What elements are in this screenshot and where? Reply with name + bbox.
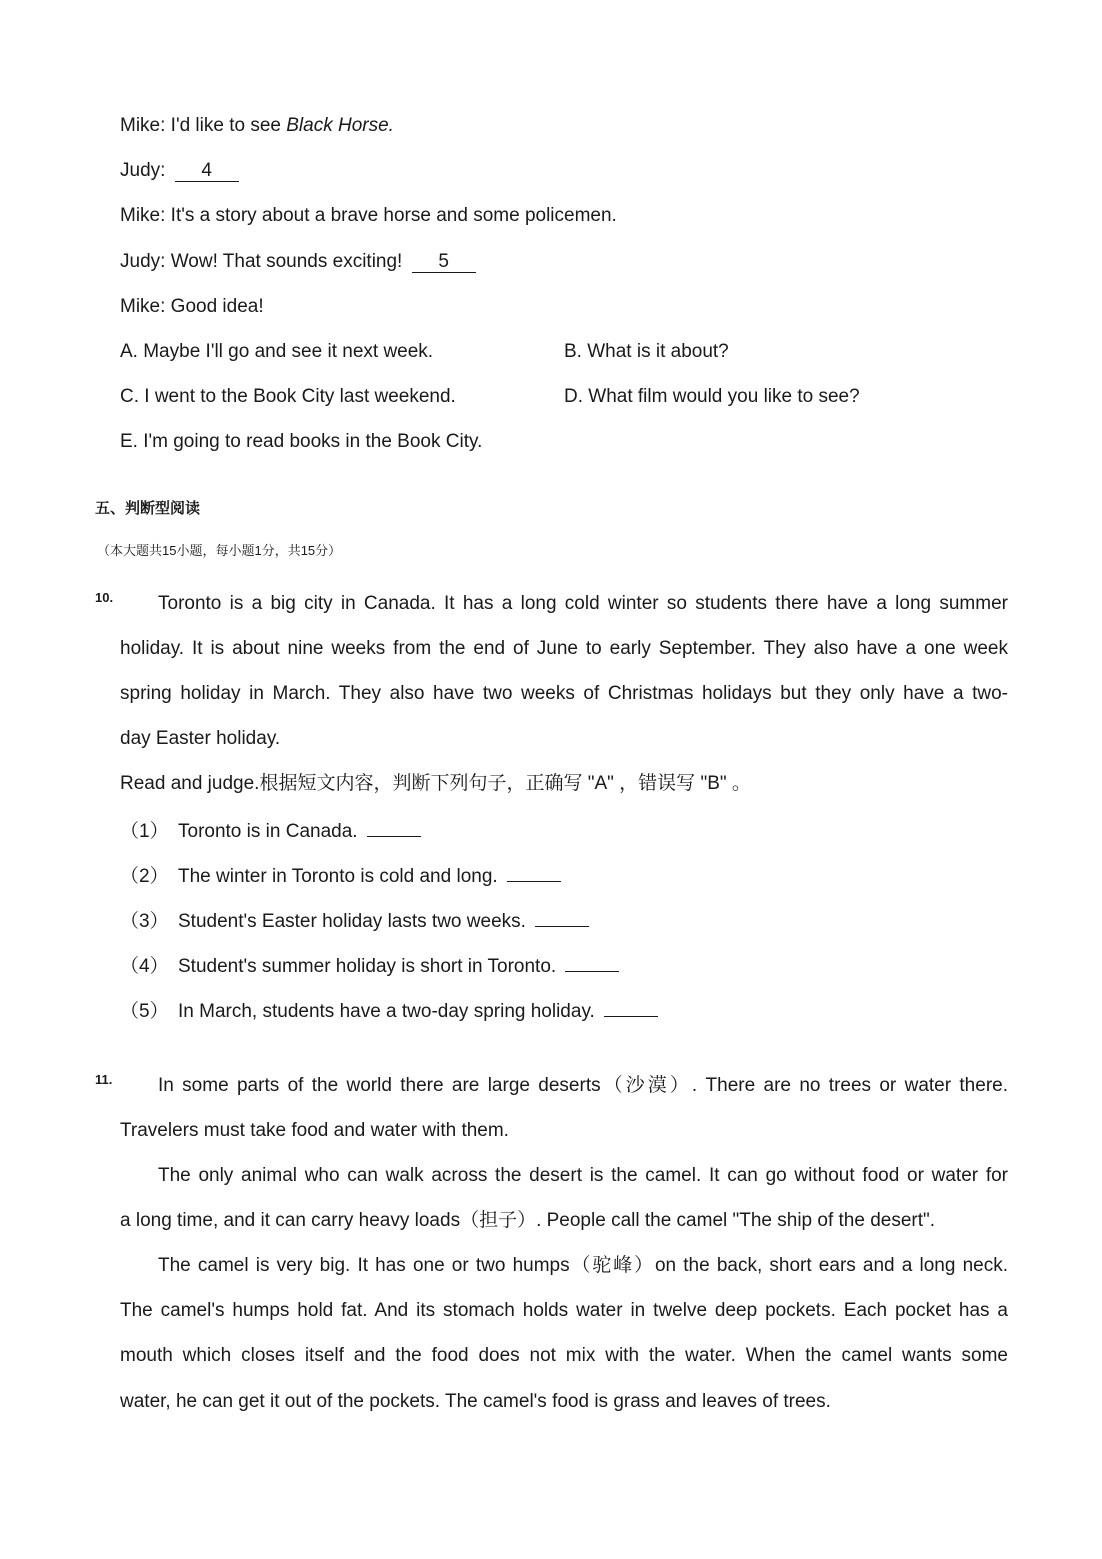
passage-line: holiday. It is about nine weeks from the end of June to early September. They also have a one week (120, 638, 1008, 659)
passage-line: The camel is very big. It has one or two humps（驼峰）on the back, short ears and a long neck. (158, 1255, 1008, 1276)
answer-blank[interactable] (604, 998, 658, 1017)
passage-line: In some parts of the world there are large deserts（沙漠）. There are no trees or water there. (158, 1075, 1008, 1096)
option-b: B. What is it about? (564, 341, 729, 362)
item-number: （2） (120, 866, 169, 887)
answer-blank[interactable] (565, 953, 619, 972)
judge-item-4 (120, 953, 619, 979)
option-e: E. I'm going to read books in the Book City. (120, 431, 483, 452)
item-text: Toronto is in Canada. (178, 821, 358, 842)
judge-item-3 (120, 908, 589, 934)
passage-line: spring holiday in March. They also have two weeks of Christmas holidays but they only have a two- (120, 683, 1008, 704)
item-text: In March, students have a two-day spring holiday. (178, 1001, 595, 1022)
dialogue-line-4 (120, 250, 476, 274)
item-text: The winter in Toronto is cold and long. (178, 866, 498, 887)
option-c: C. I went to the Book City last weekend. (120, 386, 456, 407)
passage-line: The only animal who can walk across the desert is the camel. It can go without food or water for (158, 1165, 1008, 1186)
passage-line: water, he can get it out of the pockets. The camel's food is grass and leaves of trees. (120, 1391, 831, 1412)
dialogue-line-3: Mike: It's a story about a brave horse and some policemen. (120, 205, 617, 226)
item-number: （4） (120, 956, 169, 977)
dialogue-line-5: Mike: Good idea! (120, 296, 264, 317)
answer-blank[interactable] (535, 908, 589, 927)
judge-item-1 (120, 818, 421, 844)
passage-line: The camel's humps hold fat. And its stomach holds water in twelve deep pockets. Each pocket has a (120, 1300, 1008, 1321)
answer-blank-5[interactable]: 5 (412, 252, 476, 273)
answer-blank[interactable] (507, 863, 561, 882)
passage-line: day Easter holiday. (120, 728, 281, 749)
dialogue-speaker: Judy: (120, 160, 166, 181)
answer-blank[interactable] (367, 818, 421, 837)
item-number: （1） (120, 821, 169, 842)
section-note: （本大题共15小题，每小题1分，共15分） (97, 543, 342, 558)
passage-line: a long time, and it can carry heavy loads（担子）. People call the camel "The ship of the desert". (120, 1210, 936, 1231)
option-a: A. Maybe I'll go and see it next week. (120, 341, 434, 362)
item-text: Student's summer holiday is short in Toronto. (178, 956, 557, 977)
dialogue-text: Judy: Wow! That sounds exciting! (120, 251, 403, 272)
passage-line: mouth which closes itself and the food does not mix with the water. When the camel wants some (120, 1345, 1008, 1366)
question-number-10: 10. (95, 590, 114, 605)
film-title: Black Horse. (286, 115, 394, 136)
answer-blank-4[interactable]: 4 (175, 161, 239, 182)
item-text: Student's Easter holiday lasts two weeks. (178, 911, 526, 932)
dialogue-line-1 (120, 114, 394, 138)
question-number-11: 11. (95, 1072, 113, 1087)
judge-item-5 (120, 998, 658, 1024)
dialogue-text: Mike: I'd like to see (120, 115, 287, 136)
item-number: （3） (120, 911, 169, 932)
judge-item-2 (120, 863, 561, 889)
section-title: 五、判断型阅读 (95, 500, 201, 517)
passage-line: Toronto is a big city in Canada. It has a long cold winter so students there have a long summer (158, 593, 1008, 614)
item-number: （5） (120, 1001, 169, 1022)
dialogue-line-2 (120, 159, 239, 183)
passage-line: Travelers must take food and water with them. (120, 1120, 509, 1141)
judge-instruction: Read and judge.根据短文内容，判断下列句子，正确写 "A" ，错误写 "B" 。 (120, 773, 751, 794)
option-d: D. What film would you like to see? (564, 386, 860, 407)
